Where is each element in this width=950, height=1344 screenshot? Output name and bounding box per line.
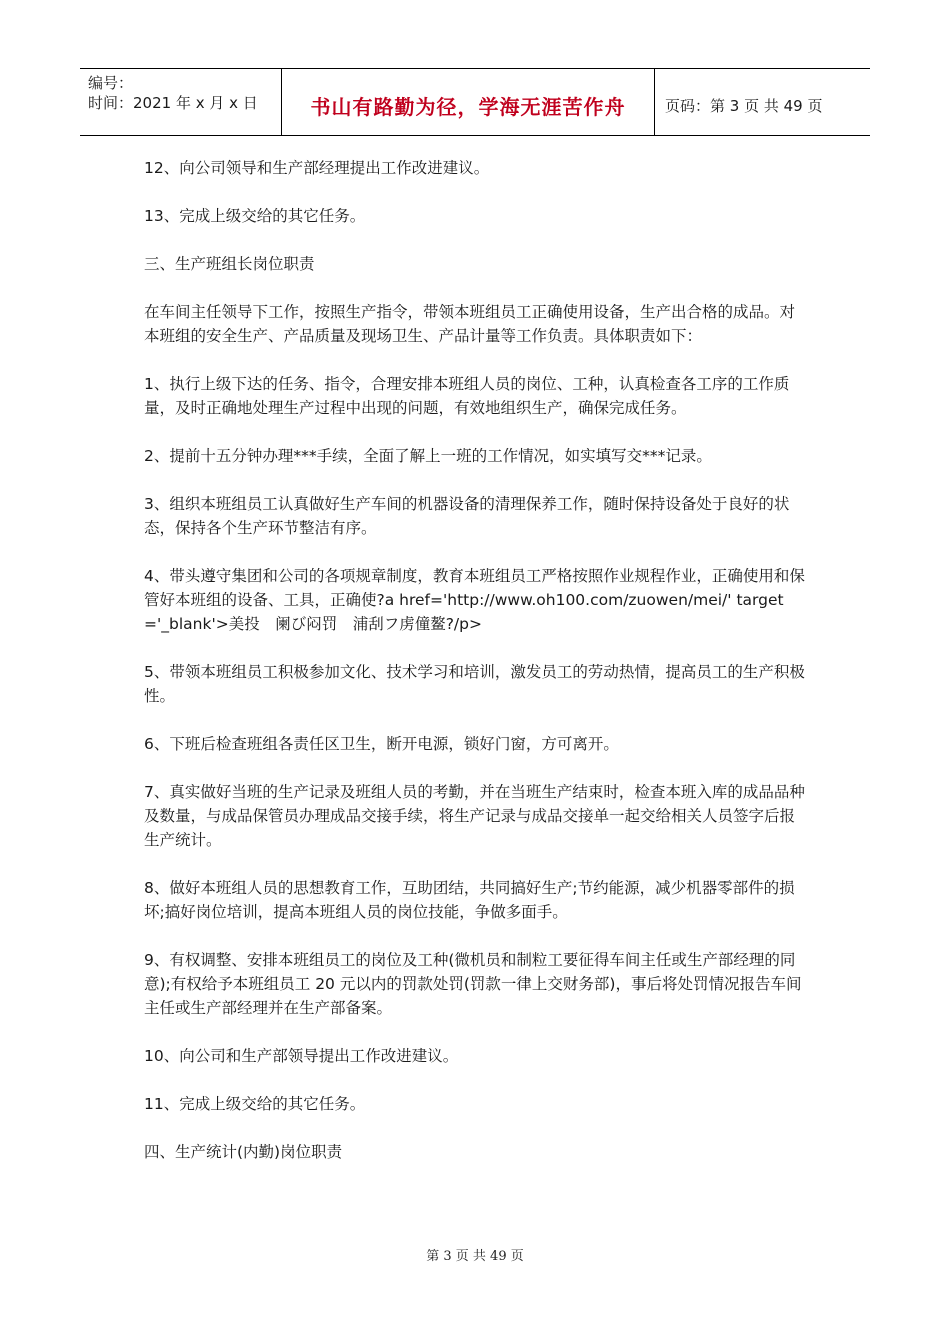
document-body: [144, 156, 806, 1188]
paragraph: 10、向公司和生产部领导提出工作改进建议。: [144, 1047, 459, 1065]
paragraph: 8、做好本班组人员的思想教育工作，互助团结，共同搞好生产;节约能源，减少机器零部件的损坏;搞好岗位培训，提高本班组人员的岗位技能，争做多面手。: [144, 879, 795, 921]
header-meta: [80, 69, 282, 135]
page-info: 页码：第 3 页 共 49 页: [665, 96, 823, 115]
paragraph: 5、带领本班组员工积极参加文化、技术学习和培训，激发员工的劳动热情，提高员工的生产积极性。: [144, 663, 805, 705]
document-number: 编号：: [88, 74, 134, 92]
section-heading: 三、生产班组长岗位职责: [144, 255, 315, 273]
paragraph: 7、真实做好当班的生产记录及班组人员的考勤，并在当班生产结束时，检查本班入库的成品品种及数量，与成品保管员办理成品交接手续，将生产记录与成品交接单一起交给相关人员签字后报生产统计。: [144, 783, 805, 849]
page-header: [80, 68, 870, 136]
paragraph: 在车间主任领导下工作，按照生产指令，带领本班组员工正确使用设备，生产出合格的成品。对本班组的安全生产、产品质量及现场卫生、产品计量等工作负责。具体职责如下：: [144, 303, 796, 345]
paragraph: 1、执行上级下达的任务、指令，合理安排本班组人员的岗位、工种，认真检查各工序的工作质量，及时正确地处理生产过程中出现的问题，有效地组织生产，确保完成任务。: [144, 375, 790, 417]
footer-page-number: 第 3 页 共 49 页: [426, 1249, 524, 1264]
paragraph: 6、下班后检查班组各责任区卫生，断开电源，锁好门窗，方可离开。: [144, 735, 619, 753]
paragraph: 11、完成上级交给的其它任务。: [144, 1095, 366, 1113]
paragraph: 2、提前十五分钟办理***手续，全面了解上一班的工作情况，如实填写交***记录。: [144, 447, 712, 465]
section-heading: 四、生产统计(内勤)岗位职责: [144, 1143, 343, 1161]
page-footer: [0, 1245, 950, 1264]
header-page-info: [655, 69, 870, 135]
paragraph: 4、带头遵守集团和公司的各项规章制度，教育本班组员工严格按照作业规程作业，正确使用和保管好本班组的设备、工具，正确使?a href='http://www.oh100.com/zuowen/mei/' target='_blank'>美投 阑び闷罚 浦刮フ虏僮鳌?/p>: [144, 567, 805, 633]
paragraph: 12、向公司领导和生产部经理提出工作改进建议。: [144, 159, 490, 177]
motto: 书山有路勤为径，学海无涯苦作舟: [310, 94, 626, 119]
document-date: 时间：2021 年 x 月 x 日: [88, 94, 258, 112]
paragraph: 3、组织本班组员工认真做好生产车间的机器设备的清理保养工作，随时保持设备处于良好的状态，保持各个生产环节整洁有序。: [144, 495, 790, 537]
paragraph: 13、完成上级交给的其它任务。: [144, 207, 366, 225]
header-motto-cell: [282, 69, 655, 135]
paragraph: 9、有权调整、安排本班组员工的岗位及工种(微机员和制粒工要征得车间主任或生产部经理的同意);有权给予本班组员工 20 元以内的罚款处罚(罚款一律上交财务部)，事后将处罚情况报告车间主任或生产部经理并在生产部备案。: [144, 951, 802, 1017]
